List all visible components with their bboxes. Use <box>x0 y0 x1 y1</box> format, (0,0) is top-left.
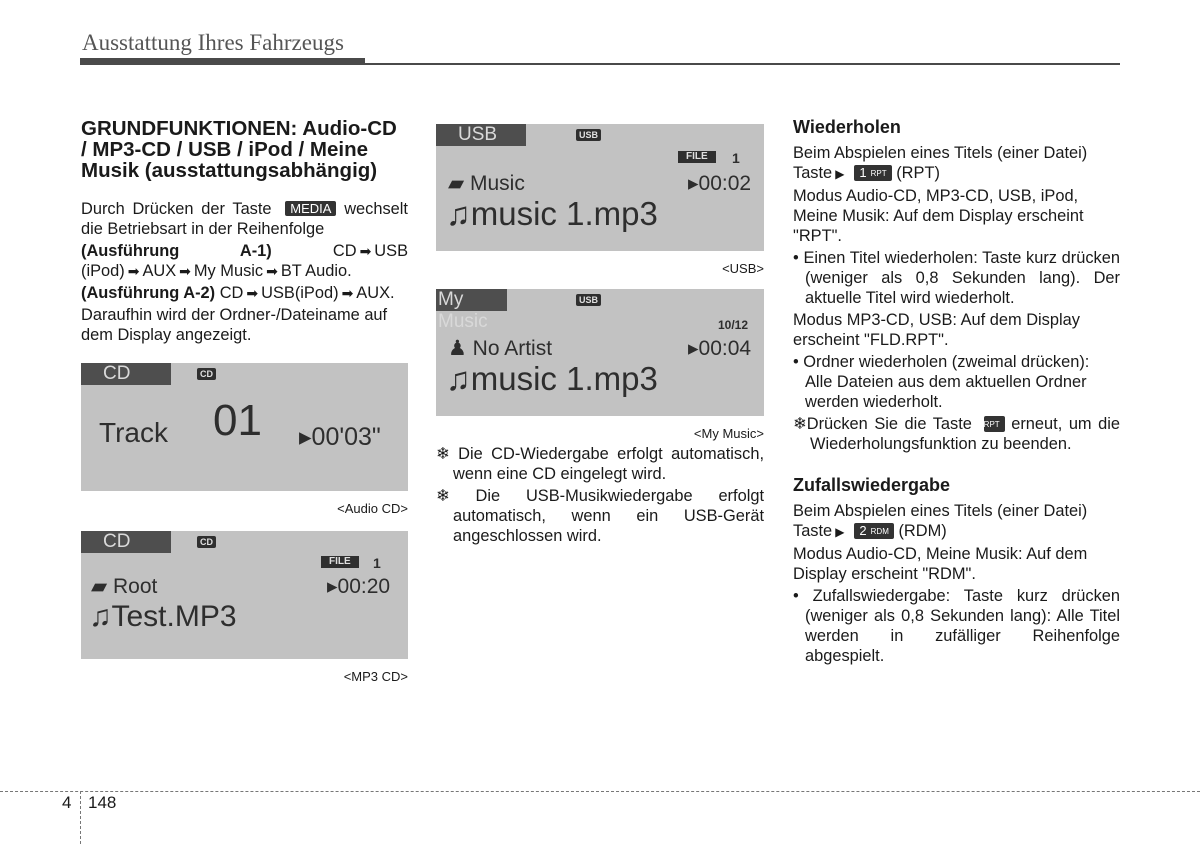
arrow-icon: ➡ <box>246 285 259 301</box>
display-mode-tab: CD <box>81 531 171 553</box>
file-badge: FILE <box>678 151 716 163</box>
repeat-intro: Beim Abspielen eines Titels (einer Datei) Taste ▶ 1 RPT (RPT) <box>793 144 1088 182</box>
usb-badge: USB <box>576 294 601 306</box>
file-badge: FILE <box>321 556 359 568</box>
variant-a2-paragraph: (Ausführung A-2) CD ➡ USB(iPod) ➡ AUX. <box>81 284 395 302</box>
display-mode-tab: CD <box>81 363 171 385</box>
media-key: MEDIA <box>285 201 336 216</box>
shuffle-bullet: • Zufallswiedergabe: Taste kurz drücken (weniger als 0,8 Sekunden lang): Alle Titel werden in zufälliger Reihenfolge abgespielt. <box>793 587 1120 665</box>
footer-divider <box>80 791 81 844</box>
mp3-cd-display <box>81 531 408 659</box>
repeat-heading: Wiederholen <box>793 117 901 137</box>
repeat-note: ❄Drücken Sie die Taste 1 RPT erneut, um die Wiederholungsfunktion zu beenden. <box>793 415 1121 453</box>
intro-paragraph: Durch Drücken der Taste MEDIA wechselt die Betriebsart in der Reihenfolge <box>81 200 408 238</box>
variant-a1-paragraph: (Ausführung A-1) CD ➡ USB (iPod) ➡ AUX ➡ My Music ➡ BT Audio. <box>81 242 408 280</box>
music-note-icon: ♫ <box>89 600 112 633</box>
play-time: ▸00:04 <box>688 337 752 360</box>
track-number: 01 <box>213 396 262 445</box>
play-triangle-icon: ▶ <box>835 525 845 539</box>
header-bar <box>80 58 365 65</box>
arrow-icon: ➡ <box>341 285 354 301</box>
column-middle <box>436 124 764 548</box>
audio-cd-display <box>81 363 408 491</box>
track-label: Track <box>99 417 168 448</box>
mp3-cd-caption: <MP3 CD> <box>343 669 408 684</box>
display-mode-tab: My Music <box>436 289 507 311</box>
cd-badge: CD <box>197 536 216 548</box>
arrow-icon: ➡ <box>179 263 191 279</box>
folder-row: ▰ Music <box>448 172 525 195</box>
usb-caption: <USB> <box>722 261 764 276</box>
mymusic-caption: <My Music> <box>693 426 764 441</box>
cd-badge: CD <box>197 368 216 380</box>
column-right <box>793 116 1120 668</box>
filename-row: ♫music 1.mp3 <box>446 195 658 232</box>
mymusic-display <box>436 289 764 416</box>
usb-display <box>436 124 764 251</box>
note-cd-autoplay: ❄ Die CD-Wiedergabe erfolgt automatisch, wenn eine CD eingelegt wird. <box>436 445 764 483</box>
file-number: 1 <box>732 150 740 166</box>
repeat-mode-2: Modus MP3-CD, USB: Auf dem Display erscheint "FLD.RPT". <box>793 311 1080 349</box>
play-time: ▸00:02 <box>688 172 752 195</box>
chapter-number: 4 <box>62 793 72 812</box>
after-paragraph: Daraufhin wird der Ordner-/Dateiname auf dem Display angezeigt. <box>81 306 388 344</box>
repeat-bullet-2: • Ordner wiederholen (zweimal drücken): Alle Dateien aus dem aktuellen Ordner werden wiederholt. <box>793 353 1090 411</box>
header-rule <box>365 63 1120 65</box>
snowflake-icon: ❄ <box>436 445 450 463</box>
rpt-key: 1 RPT <box>984 416 1004 432</box>
page-number: 148 <box>88 793 117 812</box>
repeat-mode-1: Modus Audio-CD, MP3-CD, USB, iPod, Meine Musik: Auf dem Display erscheint "RPT". <box>793 187 1084 245</box>
folder-row: ▰ Root <box>91 575 158 598</box>
arrow-icon: ➡ <box>359 243 372 259</box>
section-heading: GRUNDFUNKTIONEN: Audio-CD / MP3-CD / USB / iPod / Meine Musik (ausstattungsabhängig) <box>81 117 397 182</box>
arrow-icon: ➡ <box>127 263 140 279</box>
person-icon: ♟ <box>448 337 467 360</box>
play-time: ▸00:20 <box>327 575 391 598</box>
music-note-icon: ♫ <box>446 195 471 232</box>
shuffle-intro: Beim Abspielen eines Titels (einer Datei) Taste ▶ 2 RDM (RDM) <box>793 502 1088 540</box>
file-number: 1 <box>373 555 381 571</box>
footer-rule <box>0 791 1200 792</box>
play-triangle-icon: ▶ <box>835 167 845 181</box>
artist-row: ♟ No Artist <box>448 337 553 360</box>
folder-icon: ▰ <box>448 172 465 195</box>
filename-row: ♫music 1.mp3 <box>446 360 658 397</box>
note-usb-autoplay: ❄ Die USB-Musikwiedergabe erfolgt automatisch, wenn ein USB-Gerät angeschlossen wird. <box>436 487 765 545</box>
audio-cd-caption: <Audio CD> <box>337 501 408 516</box>
display-mode-tab: USB <box>436 124 526 146</box>
music-note-icon: ♫ <box>446 360 471 397</box>
track-counter: 10/12 <box>718 318 749 332</box>
rpt-key: 1 RPT <box>854 165 891 181</box>
rdm-key: 2 RDM <box>854 523 893 539</box>
snowflake-icon: ❄ <box>793 415 807 433</box>
folder-icon: ▰ <box>91 575 108 598</box>
repeat-bullet-1: • Einen Titel wiederholen: Taste kurz drücken (weniger als 0,8 Sekunden lang). Der aktuelle Titel wird wiederholt. <box>793 249 1120 307</box>
usb-badge: USB <box>576 129 601 141</box>
play-time: ▸00'03" <box>299 423 381 451</box>
column-left <box>81 118 408 687</box>
shuffle-mode: Modus Audio-CD, Meine Musik: Auf dem Display erscheint "RDM". <box>793 545 1088 583</box>
snowflake-icon: ❄ <box>436 487 450 505</box>
shuffle-heading: Zufallswiedergabe <box>793 475 951 495</box>
arrow-icon: ➡ <box>266 263 278 279</box>
filename-row: ♫Test.MP3 <box>89 600 237 633</box>
page-header-title: Ausstattung Ihres Fahrzeugs <box>82 30 344 55</box>
